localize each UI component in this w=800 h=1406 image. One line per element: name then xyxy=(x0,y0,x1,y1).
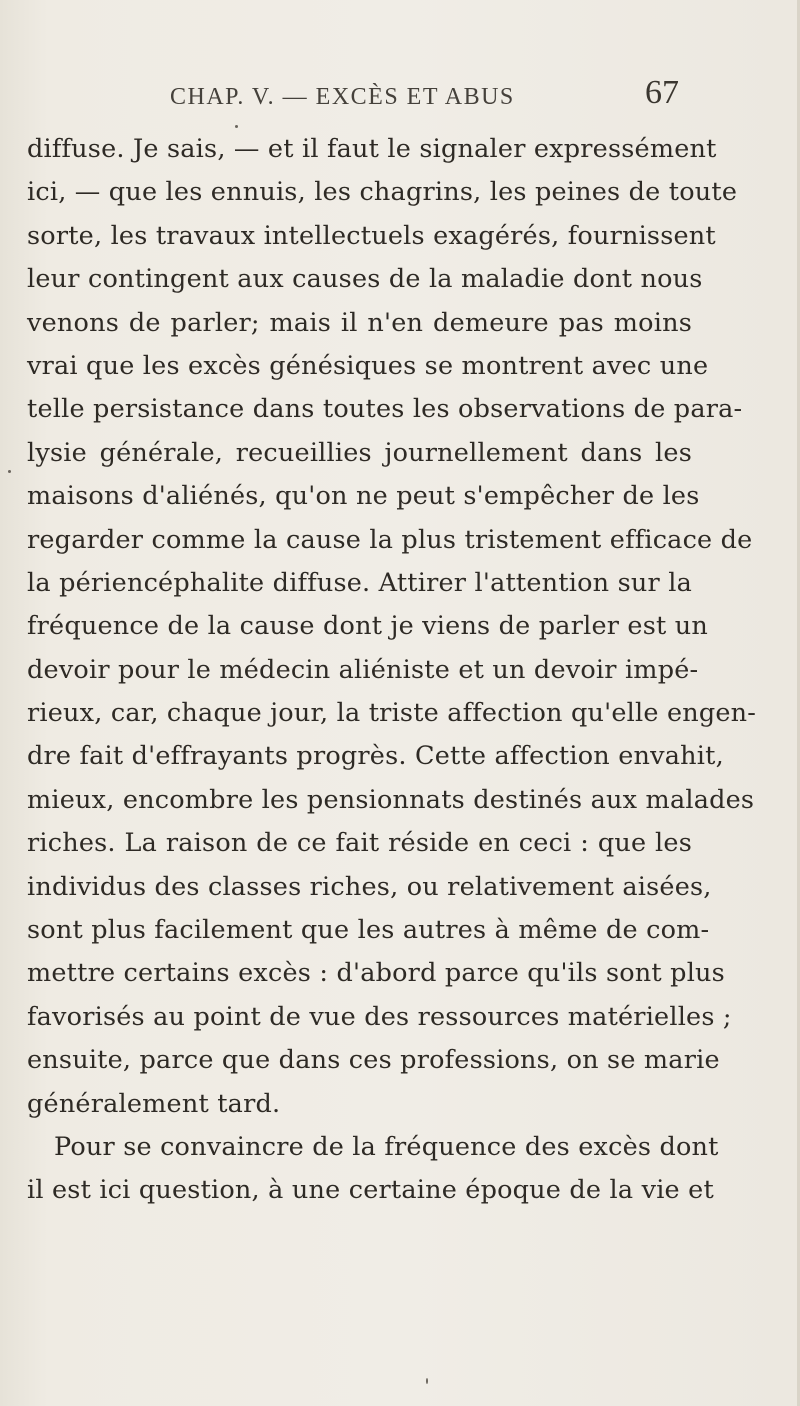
paper-speck xyxy=(8,470,11,473)
text-line: mettre certains excès : d'abord parce qu'ils sont plus xyxy=(27,958,725,989)
paper-speck xyxy=(235,125,238,128)
text-line: individus des classes riches, ou relativement aisées, xyxy=(27,871,712,902)
text-line: devoir pour le médecin aliéniste et un devoir impé- xyxy=(27,654,699,685)
text-line: dre fait d'effrayants progrès. Cette affection envahit, xyxy=(27,741,724,772)
text-line: il est ici question, à une certaine époque de la vie et xyxy=(27,1175,714,1206)
running-head xyxy=(0,74,800,120)
text-line: telle persistance dans toutes les observations de para- xyxy=(27,394,743,425)
text-line: ici, — que les ennuis, les chagrins, les peines de toute xyxy=(27,177,738,208)
text-line: lysie générale, recueillies journellement dans les xyxy=(27,437,692,468)
text-line: rieux, car, chaque jour, la triste affection qu'elle engen- xyxy=(27,698,757,729)
paragraph-start-line: Pour se convaincre de la fréquence des excès dont xyxy=(54,1131,719,1162)
text-line: venons de parler; mais il n'en demeure pas moins xyxy=(27,307,692,338)
paper-speck xyxy=(426,1378,428,1384)
text-line: la périencéphalite diffuse. Attirer l'attention sur la xyxy=(27,567,692,598)
text-line: fréquence de la cause dont je viens de parler est un xyxy=(27,611,709,642)
running-title: CHAP. V. — EXCÈS ET ABUS xyxy=(170,84,515,110)
paragraph-end-line: généralement tard. xyxy=(27,1088,281,1119)
text-line: regarder comme la cause la plus tristement efficace de xyxy=(27,524,753,555)
text-line: vrai que les excès génésiques se montrent avec une xyxy=(27,350,709,381)
text-line: diffuse. Je sais, — et il faut le signaler expressément xyxy=(27,134,717,164)
text-line: maisons d'aliénés, qu'on ne peut s'empêcher de les xyxy=(27,481,700,512)
body-text xyxy=(27,128,757,1213)
text-line: riches. La raison de ce fait réside en ceci : que les xyxy=(27,828,692,859)
page-number: 67 xyxy=(645,74,679,111)
text-line: favorisés au point de vue des ressources matérielles ; xyxy=(27,1001,732,1032)
text-line: ensuite, parce que dans ces professions, on se marie xyxy=(27,1045,720,1076)
text-line: sorte, les travaux intellectuels exagérés, fournissent xyxy=(27,220,716,251)
text-line: leur contingent aux causes de la maladie dont nous xyxy=(27,264,703,295)
text-line: mieux, encombre les pensionnats destinés aux malades xyxy=(27,784,755,815)
text-line: sont plus facilement que les autres à même de com- xyxy=(27,915,710,946)
